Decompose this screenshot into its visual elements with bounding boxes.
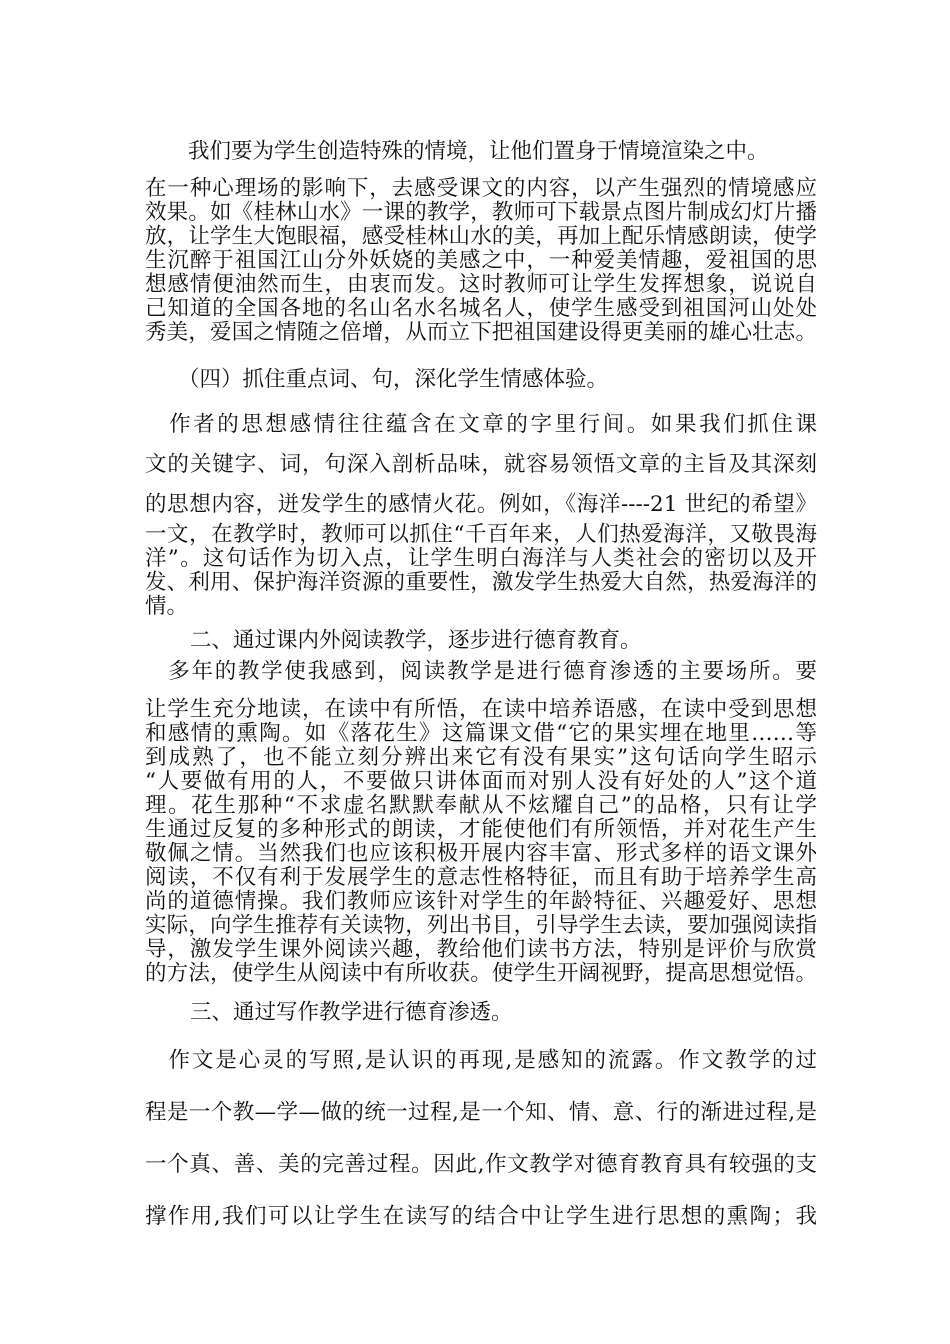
section-heading-three: 三、通过写作教学进行德育渗透。 <box>190 1000 513 1025</box>
section-heading-two: 二、通过课内外阅读教学，逐步进行德育教育。 <box>190 628 642 653</box>
text-line: 文的关键字、词，句深入剖析品味，就容易领悟文章的主旨及其深刻 <box>145 452 817 477</box>
text-line: 我们要为学生创造特殊的情境，让他们置身于情境渲染之中。 <box>145 139 769 164</box>
text-line: “人要做有用的人，不要做只讲体面而对别人没有好处的人”这个道 <box>145 769 817 794</box>
text-line: 在一种心理场的影响下，去感受课文的内容，以产生强烈的情境感应 <box>145 176 817 201</box>
text-line: 己知道的全国各地的名山名水名城名人，使学生感受到祖国河山处处 <box>145 296 817 321</box>
text-line: 一个真、善、美的完善过程。因此,作文教学对德育教育具有较强的支 <box>145 1152 817 1177</box>
text-line: 程是一个教—学—做的统一过程,是一个知、情、意、行的渐进过程,是 <box>145 1100 817 1125</box>
text-line: 情。 <box>145 594 189 619</box>
section-heading-four: （四）抓住重点词、句，深化学生情感体验。 <box>178 367 609 392</box>
text-line: 尚的道德情操。我们教师应该针对学生的年龄特征、兴趣爱好、思想 <box>145 889 817 914</box>
text-line: 一文，在教学时，教师可以抓住“千百年来，人们热爱海洋，又敬畏海 <box>145 522 817 547</box>
paragraph-keywords <box>145 405 817 525</box>
paragraph-peanut <box>145 698 817 986</box>
text-line: 发、利用、保护海洋资源的重要性，激发学生热爱大自然，热爱海洋的 <box>145 570 817 595</box>
paragraph-writing <box>145 1035 817 1243</box>
text-line: 敬佩之情。当然我们也应该积极开展内容丰富、形式多样的语文课外 <box>145 841 817 866</box>
text-line: 导，激发学生课外阅读兴趣，教给他们读书方法，特别是评价与欣赏 <box>145 937 817 962</box>
text-line: 生沉醉于祖国江山分外妖娆的美感之中，一种爱美情趣，爱祖国的思 <box>145 248 817 273</box>
paragraph-ocean <box>145 523 817 619</box>
text-line: 和感情的熏陶。如《落花生》这篇课文借“它的果实埋在地里……等 <box>145 721 817 746</box>
text-line: 想感情便油然而生，由衷而发。这时教师可让学生发挥想象，说说自 <box>145 272 817 297</box>
text-line: 作者的思想感情往往蕴含在文章的字里行间。如果我们抓住课 <box>145 412 817 437</box>
text-line: 洋”。这句话作为切入点，让学生明白海洋与人类社会的密切以及开 <box>145 546 817 571</box>
text-line: 阅读，不仅有利于发展学生的意志性格特征，而且有助于培养学生高 <box>145 865 817 890</box>
text-line: 秀美，爱国之情随之倍增，从而立下把祖国建设得更美丽的雄心壮志。 <box>145 320 817 345</box>
text-line: 实际，向学生推荐有关读物，列出书目，引导学生去读，要加强阅读指 <box>145 913 817 938</box>
text-line: 的方法，使学生从阅读中有所收获。使学生开阔视野，提高思想觉悟。 <box>145 961 817 986</box>
paragraph-reading <box>145 660 817 684</box>
text-line: 理。花生那种“不求虚名默默奉献从不炫耀自己”的品格，只有让学 <box>145 793 817 818</box>
paragraph-intro <box>145 140 817 164</box>
text-line: 生通过反复的多种形式的朗读，才能使他们有所领悟，并对花生产生 <box>145 817 817 842</box>
text-line: 让学生充分地读，在读中有所悟，在读中培养语感，在读中受到思想 <box>145 697 817 722</box>
text-line: 多年的教学使我感到，阅读教学是进行德育渗透的主要场所。要 <box>145 659 817 684</box>
paragraph-guilin <box>145 177 817 345</box>
text-line: 的思想内容，迸发学生的感情火花。例如，《海洋----21 世纪的希望》 <box>145 492 817 517</box>
text-line: 到成熟了，也不能立刻分辨出来它有没有果实”这句话向学生昭示 <box>145 745 817 770</box>
text-line: 放，让学生大饱眼福，感受桂林山水的美，再加上配乐情感朗读，使学 <box>145 224 817 249</box>
text-line: 撑作用,我们可以让学生在读写的结合中让学生进行思想的熏陶；我 <box>145 1204 817 1229</box>
text-line: 作文是心灵的写照,是认识的再现,是感知的流露。作文教学的过 <box>145 1048 817 1073</box>
text-line: 效果。如《桂林山水》一课的教学，教师可下载景点图片制成幻灯片播 <box>145 200 817 225</box>
